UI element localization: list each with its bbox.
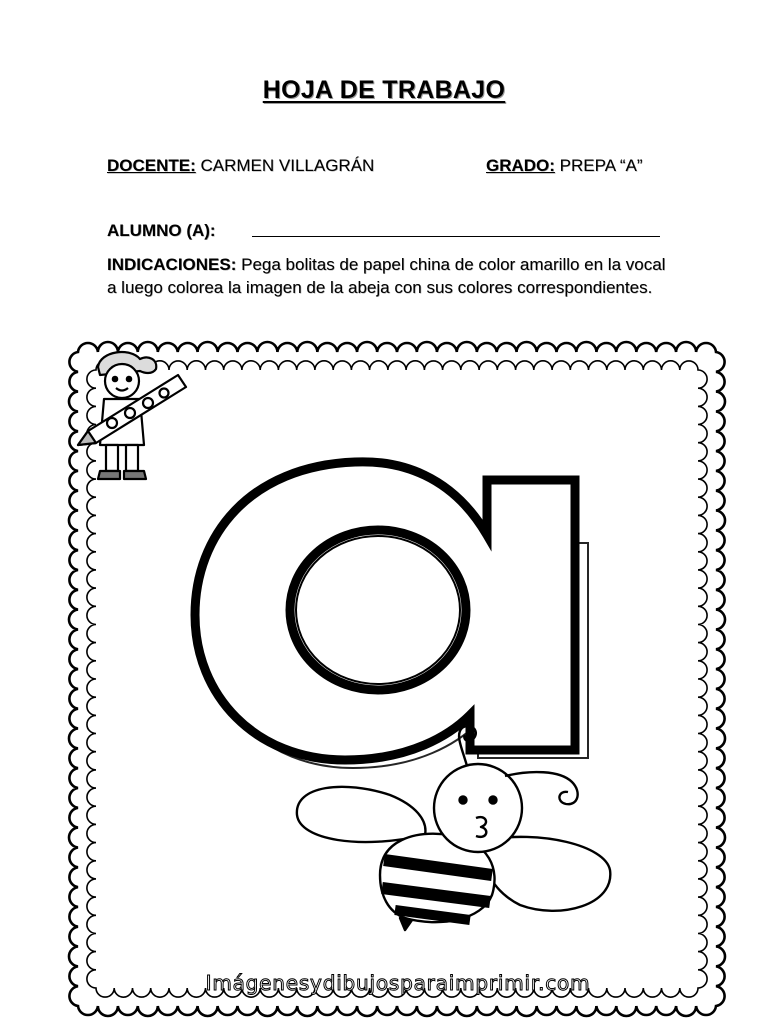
grade-value: PREPA “A” (554, 156, 643, 175)
student-label: ALUMNO (A): (107, 221, 216, 240)
worksheet-title: HOJA DE TRABAJO (262, 76, 506, 104)
teacher-label: DOCENTE: (107, 156, 196, 175)
coloring-illustration (0, 330, 768, 1024)
grade-field (486, 156, 643, 176)
watermark-text: Imágenesydibujosparaimprimir.com (205, 971, 591, 995)
letter-a-outline (195, 462, 588, 768)
instructions-label: INDICACIONES: (107, 255, 237, 274)
instructions-paragraph (107, 253, 677, 299)
grade-label: GRADO: (486, 156, 555, 175)
teacher-value: CARMEN VILLAGRÁN (195, 156, 375, 175)
instructions-text: Pega bolitas de papel china de color amarillo en la vocal a luego colorea la imagen de la abeja con sus colores correspondientes. (107, 255, 666, 297)
student-name-line[interactable] (252, 236, 660, 237)
teacher-field (107, 156, 374, 176)
